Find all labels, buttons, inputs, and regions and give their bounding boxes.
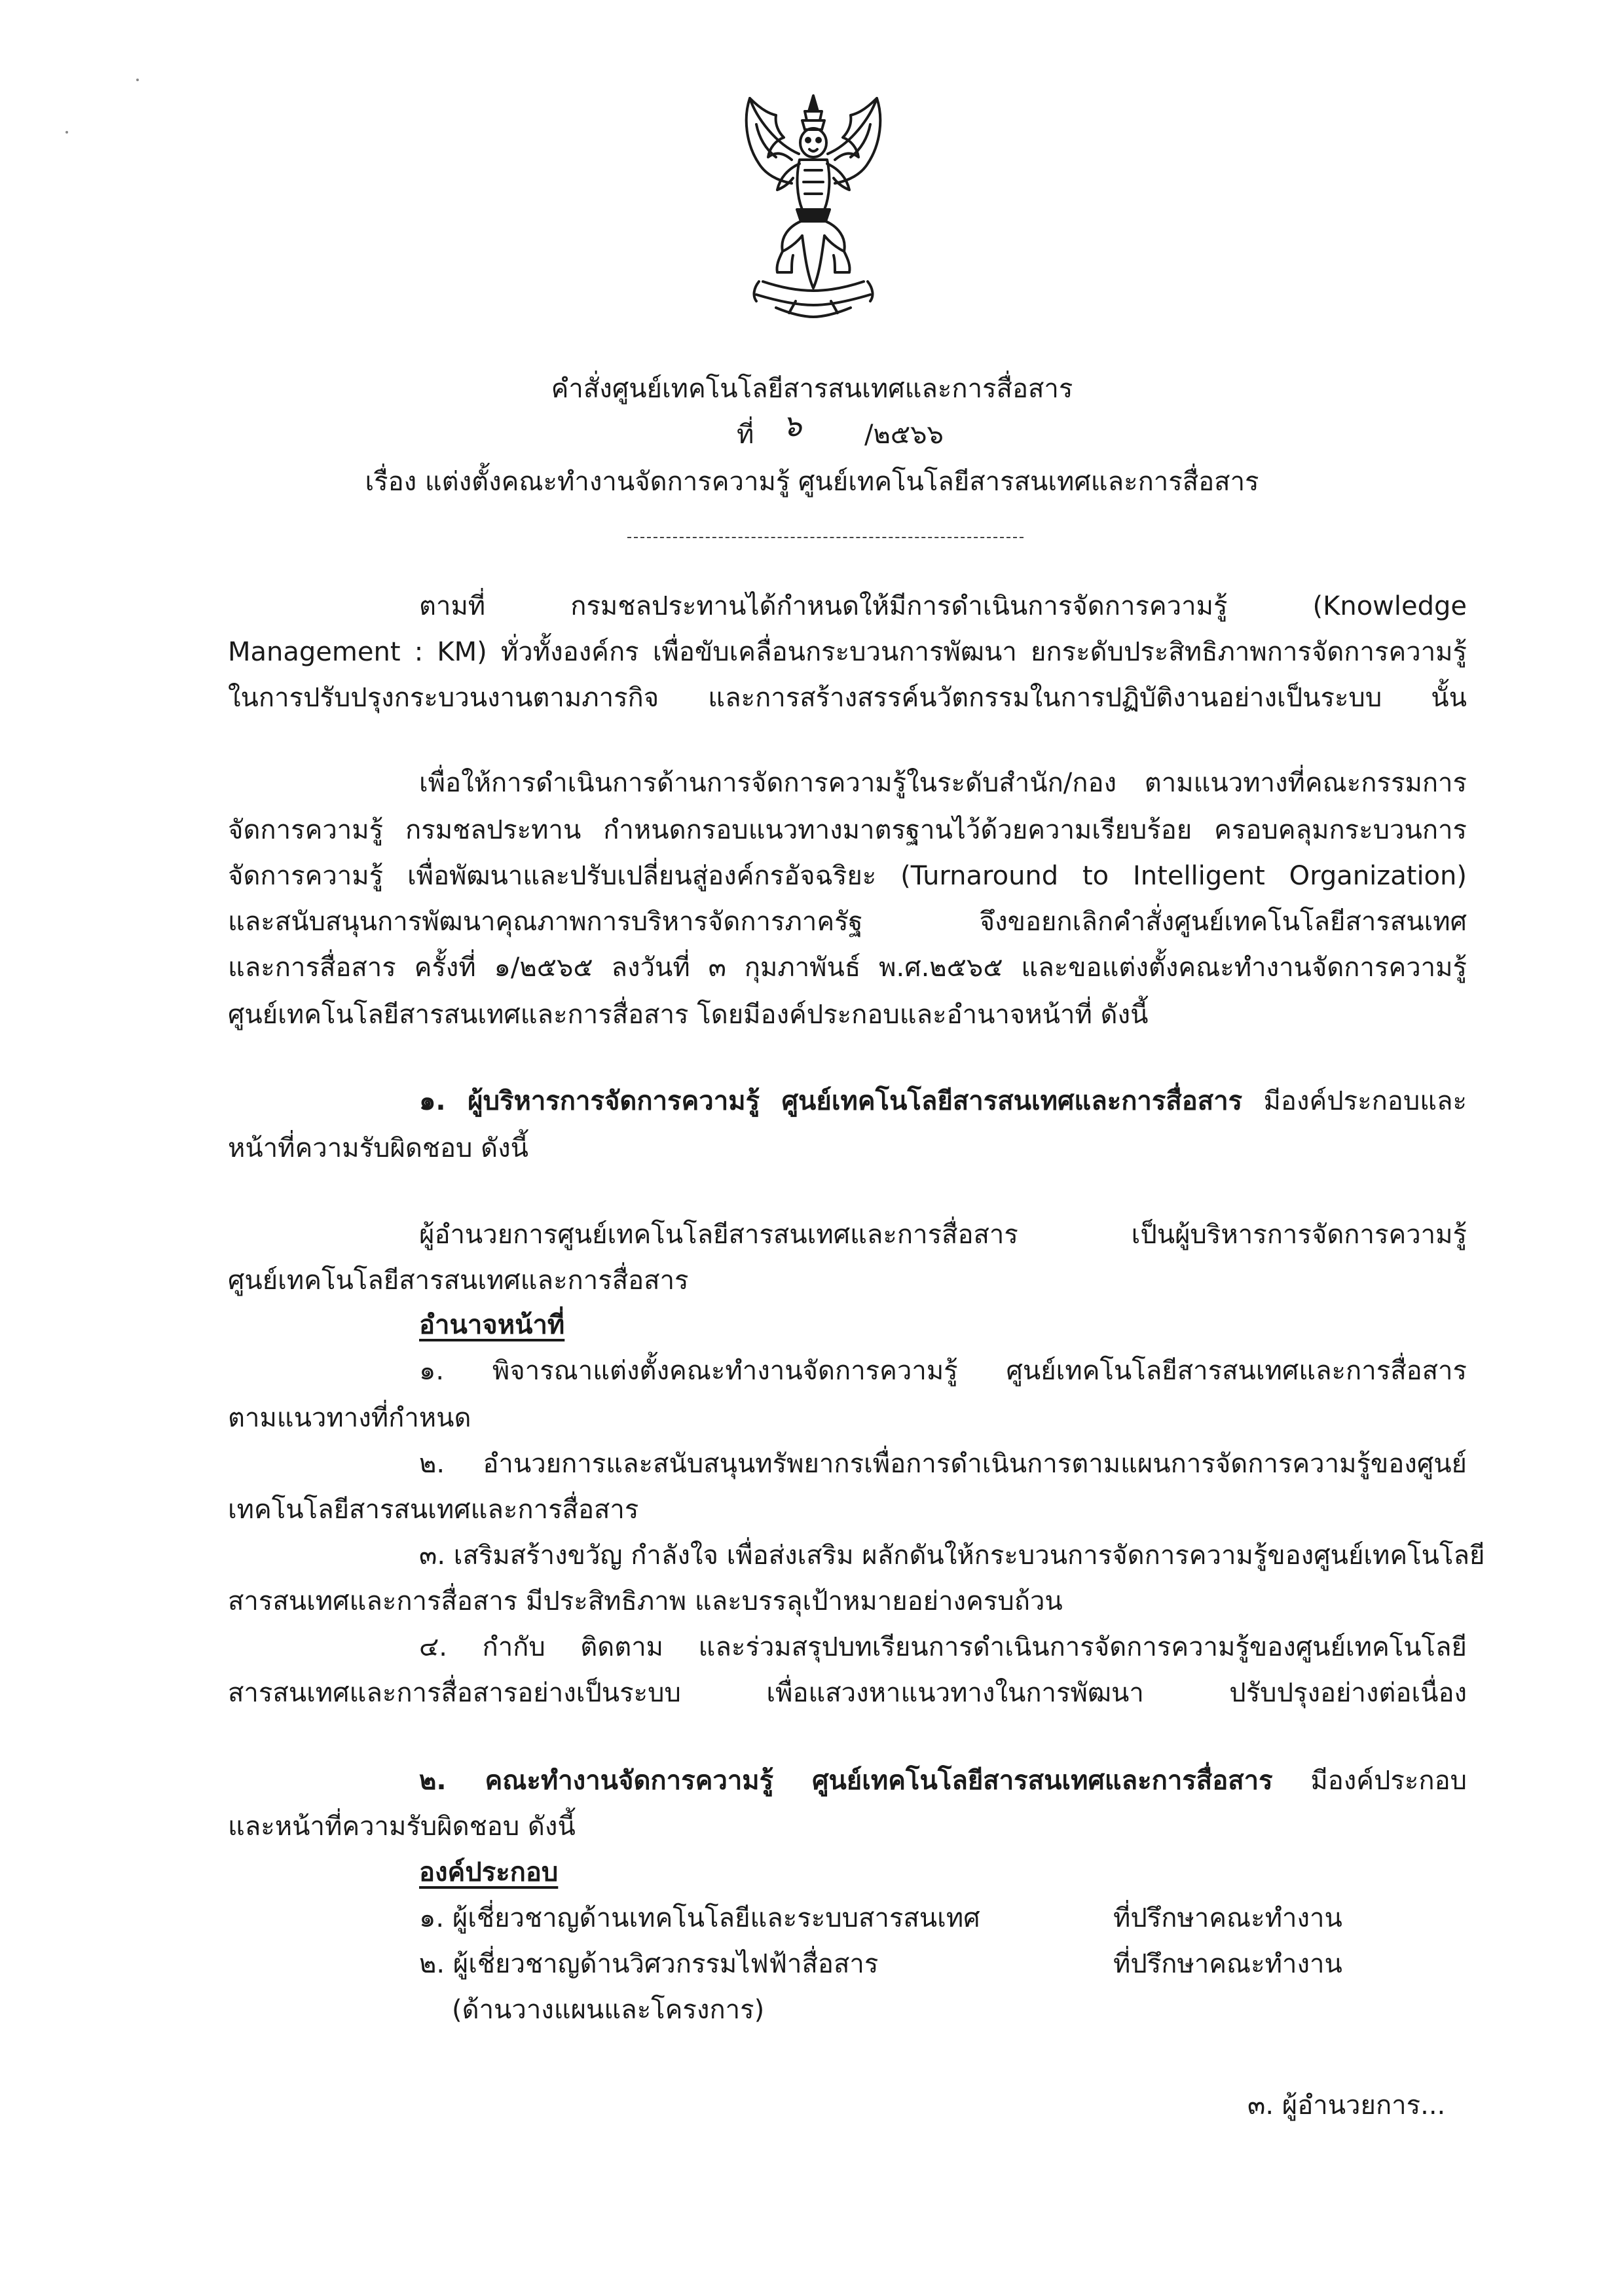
duty-item-line: ๓. เสริมสร้างขวัญ กำลังใจ เพื่อส่งเสริม ผลักดันให้กระบวนการจัดการความรู้ของศูนย์เทคโนโลยี [419,1540,1485,1571]
duty-item-line: ๔. กำกับ ติดตาม และร่วมสรุปบทเรียนการดำเนินการจัดการความรู้ของศูนย์เทคโนโลยี [419,1632,1467,1662]
duty-item-line: ๑. พิจารณาแต่งตั้งคณะทำงานจัดการความรู้ ศูนย์เทคโนโลยีสารสนเทศและการสื่อสาร [419,1356,1467,1386]
section1-body-line: ผู้อำนวยการศูนย์เทคโนโลยีสารสนเทศและการสื่อสาร เป็นผู้บริหารการจัดการความรู้ [419,1220,1467,1250]
order-title: คำสั่งศูนย์เทคโนโลยีสารสนเทศและการสื่อสาร [551,374,1073,404]
paragraph2-line: เพื่อให้การดำเนินการด้านการจัดการความรู้ในระดับสำนัก/กอง ตามแนวทางที่คณะกรรมการ [419,768,1467,798]
section2-heading-rest: มีองค์ประกอบ [1272,1766,1467,1796]
paragraph2-line: จัดการความรู้ กรมชลประทาน กำหนดกรอบแนวทางมาตรฐานไว้ด้วยความเรียบร้อย ครอบคลุมกระบวนการ [228,815,1467,845]
member-name: ๑. ผู้เชี่ยวชาญด้านเทคโนโลยีและระบบสารสนเทศ [419,1903,980,1933]
section1-heading-bold: ๑. ผู้บริหารการจัดการความรู้ ศูนย์เทคโนโลยีสารสนเทศและการสื่อสาร [419,1086,1243,1116]
paragraph2-line: และการสื่อสาร ครั้งที่ ๑/๒๕๖๕ ลงวันที่ ๓ กุมภาพันธ์ พ.ศ.๒๕๖๕ และขอแต่งตั้งคณะทำงานจัดการความรู้ [228,953,1467,983]
member-name: ๒. ผู้เชี่ยวชาญด้านวิศวกรรมไฟฟ้าสื่อสาร [419,1949,879,1979]
section1-heading-rest: มีองค์ประกอบและ [1242,1086,1467,1116]
paragraph1-line: ในการปรับปรุงกระบวนงานตามภารกิจ และการสร้างสรรค์นวัตกรรมในการปฏิบัติงานอย่างเป็นระบบ นั้น [228,683,1467,713]
duty-item-line: ๒. อำนวยการและสนับสนุนทรัพยากรเพื่อการดำเนินการตามแผนการจัดการความรู้ของศูนย์ [419,1449,1467,1479]
member-role: ที่ปรึกษาคณะทำงาน [1113,1903,1342,1933]
duty-item-line: สารสนเทศและการสื่อสาร มีประสิทธิภาพ และบรรลุเป้าหมายอย่างครบถ้วน [228,1586,1063,1616]
duties-label: อำนาจหน้าที่ [419,1310,565,1340]
duty-item-line: สารสนเทศและการสื่อสารอย่างเป็นระบบ เพื่อแสวงหาแนวทางในการพัฒนา ปรับปรุงอย่างต่อเนื่อง [228,1678,1467,1708]
order-number-prefix: ที่ [737,420,754,450]
section2-heading [419,1764,1467,1798]
order-subject: เรื่อง แต่งตั้งคณะทำงานจัดการความรู้ ศูนย์เทคโนโลยีสารสนเทศและการสื่อสาร [365,467,1259,497]
paragraph2-line: ศูนย์เทคโนโลยีสารสนเทศและการสื่อสาร โดยมีองค์ประกอบและอำนาจหน้าที่ ดังนี้ [228,1000,1149,1030]
duty-item-line: ตามแนวทางที่กำหนด [228,1403,471,1433]
garuda-emblem-icon [737,92,891,321]
paragraph1-line: Management : KM) ทั่วทั้งองค์กร เพื่อขับเคลื่อนกระบวนการพัฒนา ยกระดับประสิทธิภาพการจัดการความรู้ [228,637,1467,667]
member-role: ที่ปรึกษาคณะทำงาน [1113,1949,1342,1979]
continuation-marker: ๓. ผู้อำนวยการ... [1247,2090,1446,2121]
duty-item-line: เทคโนโลยีสารสนเทศและการสื่อสาร [228,1495,639,1525]
order-number-suffix: /๒๕๖๖ [864,420,944,450]
section2-heading-line2: และหน้าที่ความรับผิดชอบ ดังนี้ [228,1812,576,1842]
paragraph2-line: และสนับสนุนการพัฒนาคุณภาพการบริหารจัดการภาครัฐ จึงขอยกเลิกคำสั่งศูนย์เทคโนโลยีสารสนเทศ [228,907,1467,937]
member-note: (ด้านวางแผนและโครงการ) [452,1995,765,2025]
scan-speck [65,131,68,134]
paragraph2-line: จัดการความรู้ เพื่อพัฒนาและปรับเปลี่ยนสู่องค์กรอัจฉริยะ (Turnaround to Intelligent Organization) [228,861,1467,891]
header-divider [627,537,1024,538]
section2-heading-bold: ๒. คณะทำงานจัดการความรู้ ศูนย์เทคโนโลยีสารสนเทศและการสื่อสาร [419,1766,1273,1796]
section1-heading-line2: หน้าที่ความรับผิดชอบ ดังนี้ [228,1133,529,1163]
order-number-handwritten: ๖ [783,408,802,443]
section1-body-line: ศูนย์เทคโนโลยีสารสนเทศและการสื่อสาร [228,1266,689,1296]
section1-heading [419,1084,1467,1118]
scan-speck [136,79,139,81]
paragraph1-line: ตามที่ กรมชลประทานได้กำหนดให้มีการดำเนินการจัดการความรู้ (Knowledge [419,591,1467,621]
members-label: องค์ประกอบ [419,1857,559,1887]
